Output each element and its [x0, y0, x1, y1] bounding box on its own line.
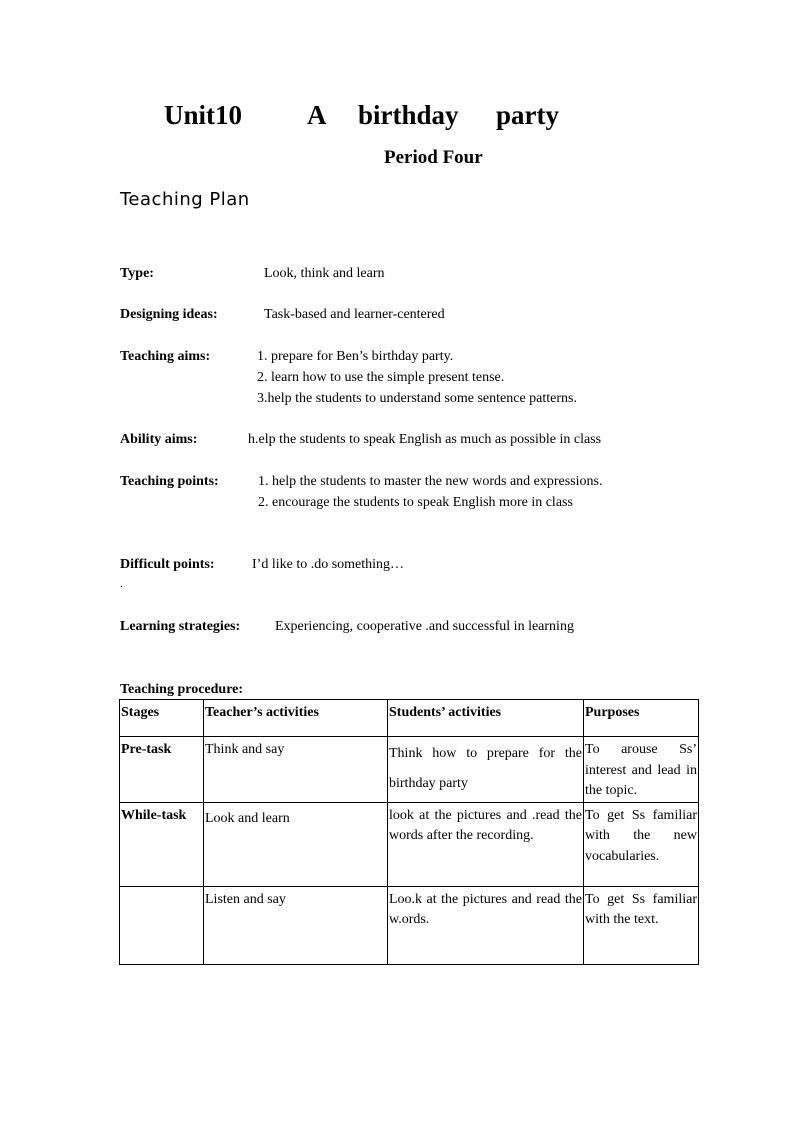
- students-cell: look at the pictures and .read the words after the recording.: [388, 802, 584, 886]
- strategies-value: Experiencing, cooperative .and successful in learning: [275, 619, 574, 634]
- title-word-party: party: [496, 100, 559, 130]
- stage-cell: Pre-task: [120, 737, 204, 803]
- aim-item: 2. learn how to use the simple present tense.: [257, 370, 505, 385]
- teacher-cell: Listen and say: [204, 886, 388, 964]
- stray-dot: .: [120, 578, 123, 590]
- title-word-birthday: birthday: [358, 100, 459, 130]
- header-teacher-activities: Teacher’s activities: [204, 700, 388, 737]
- table-row: [120, 802, 699, 886]
- table-row: [120, 886, 699, 964]
- difficult-label: Difficult points:: [120, 557, 215, 572]
- header-stages: Stages: [120, 700, 204, 737]
- point-item: 2. encourage the students to speak English more in class: [258, 495, 573, 510]
- teacher-cell: Think and say: [204, 737, 388, 803]
- aim-item: 1. prepare for Ben’s birthday party.: [257, 349, 454, 364]
- header-purposes: Purposes: [584, 700, 699, 737]
- purpose-cell: To get Ss familiar with the text.: [584, 886, 699, 964]
- aim-item: 3.help the students to understand some sentence patterns.: [257, 391, 577, 406]
- title-word-a: A: [307, 100, 327, 130]
- purpose-cell: To arouse Ss’ interest and lead in the topic.: [584, 737, 699, 803]
- designing-label: Designing ideas:: [120, 307, 218, 322]
- subtitle: Period Four: [384, 147, 483, 168]
- designing-value: Task-based and learner-centered: [264, 307, 445, 322]
- stage-cell: [120, 886, 204, 964]
- plan-heading: Teaching Plan: [120, 189, 250, 210]
- procedure-table: [119, 699, 699, 965]
- table-row: [120, 737, 699, 803]
- point-item: 1. help the students to master the new words and expressions.: [258, 474, 603, 489]
- ability-value: h.elp the students to speak English as much as possible in class: [248, 432, 602, 447]
- aims-label: Teaching aims:: [120, 349, 211, 364]
- difficult-value: I’d like to .do something…: [252, 557, 405, 572]
- stage-cell: While-task: [120, 802, 204, 886]
- teacher-cell: Look and learn: [204, 802, 388, 886]
- procedure-label: Teaching procedure:: [120, 682, 244, 697]
- type-label: Type:: [120, 266, 154, 281]
- header-students-activities: Students’ activities: [388, 700, 584, 737]
- title-unit: Unit10: [164, 100, 243, 130]
- table-header-row: [120, 700, 699, 737]
- strategies-label: Learning strategies:: [120, 619, 241, 634]
- students-cell: Think how to prepare for the birthday party: [388, 737, 584, 803]
- purpose-cell: To get Ss familiar with the new vocabularies.: [584, 802, 699, 886]
- type-value: Look, think and learn: [264, 266, 385, 281]
- points-label: Teaching points:: [120, 474, 219, 489]
- students-cell: Loo.k at the pictures and read the w.ords.: [388, 886, 584, 964]
- ability-label: Ability aims:: [120, 432, 198, 447]
